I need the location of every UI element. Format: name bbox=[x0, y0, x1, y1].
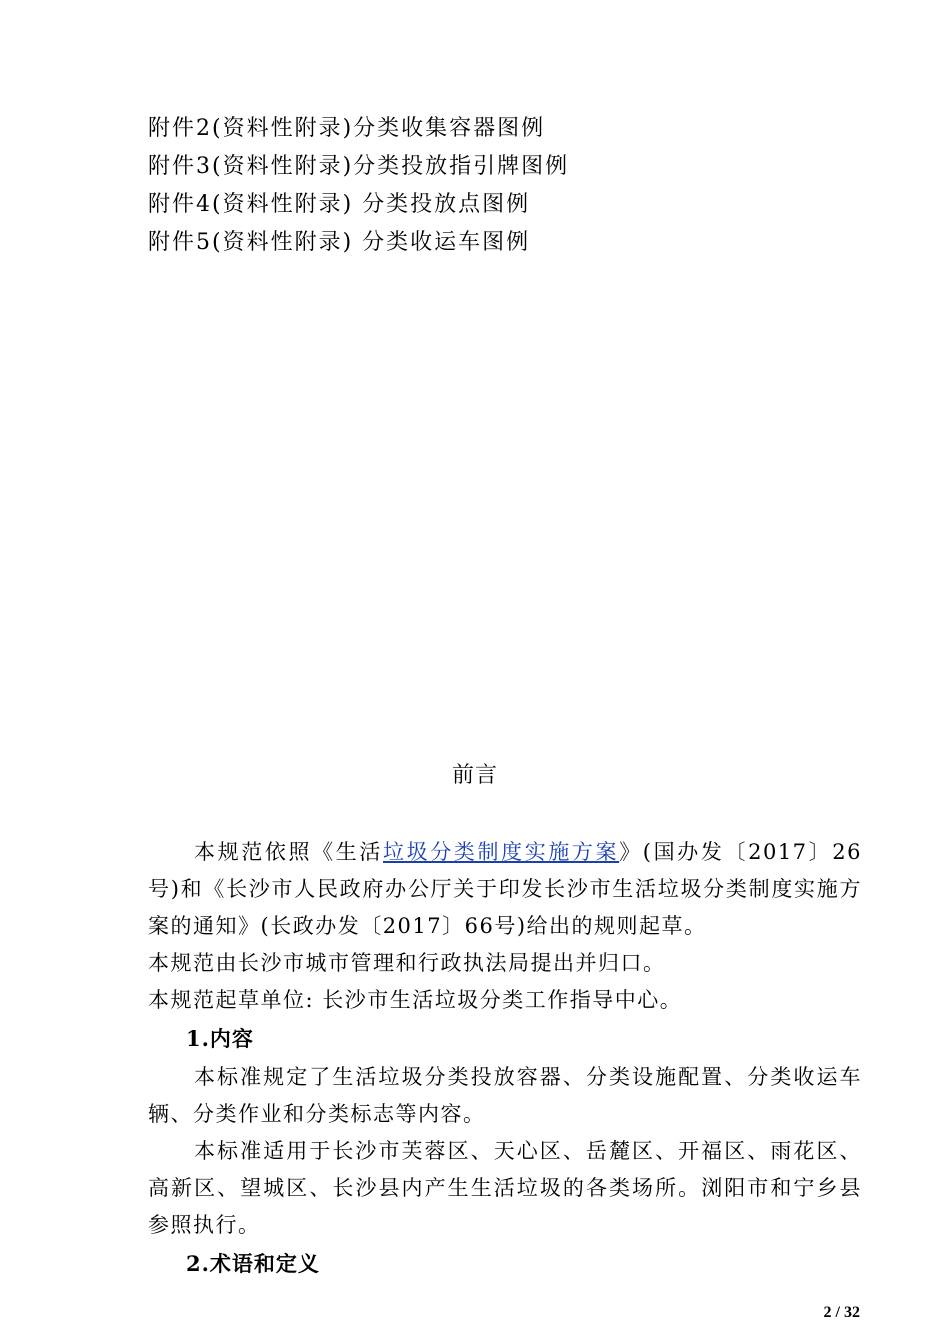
policy-link[interactable]: 垃圾分类制度实施方案 bbox=[382, 840, 620, 864]
page-number: 2 / 32 bbox=[823, 1304, 860, 1321]
section-heading-terms: 2.术语和定义 bbox=[186, 1251, 320, 1276]
preface-basis-suffix: 》(国办发〔2017〕26号)和《长沙市人民政府办公厅关于印发长沙市生活垃圾分类制度实施方案的通知》(长政办发〔2017〕66号)给出的规则起草。 bbox=[148, 840, 863, 938]
annex-list bbox=[148, 110, 868, 262]
annex-item-2: 附件2(资料性附录)分类收集容器图例 bbox=[148, 116, 546, 141]
section-content-paragraph-applicability: 本标准适用于长沙市芙蓉区、天心区、岳麓区、开福区、雨花区、高新区、望城区、长沙县内产生生活垃圾的各类场所。浏阳市和宁乡县参照执行。 bbox=[148, 1139, 862, 1237]
annex-item-5: 附件5(资料性附录) 分类收运车图例 bbox=[148, 230, 531, 255]
section-content-paragraph-scope: 本标准规定了生活垃圾分类投放容器、分类设施配置、分类收运车辆、分类作业和分类标志等内容。 bbox=[148, 1065, 862, 1126]
preface-paragraph-drafter: 本规范起草单位: 长沙市生活垃圾分类工作指导中心。 bbox=[148, 988, 683, 1012]
preface-title: 前言 bbox=[451, 763, 498, 788]
annex-item-3: 附件3(资料性附录)分类投放指引牌图例 bbox=[148, 154, 570, 179]
section-heading-content: 1.内容 bbox=[186, 1026, 254, 1051]
preface-basis-prefix: 本规范依照《生活 bbox=[194, 840, 383, 864]
document-body bbox=[148, 834, 862, 1284]
preface-paragraph-basis bbox=[148, 834, 862, 945]
annex-item-4: 附件4(资料性附录) 分类投放点图例 bbox=[148, 192, 531, 217]
preface-paragraph-proposer: 本规范由长沙市城市管理和行政执法局提出并归口。 bbox=[148, 951, 666, 975]
